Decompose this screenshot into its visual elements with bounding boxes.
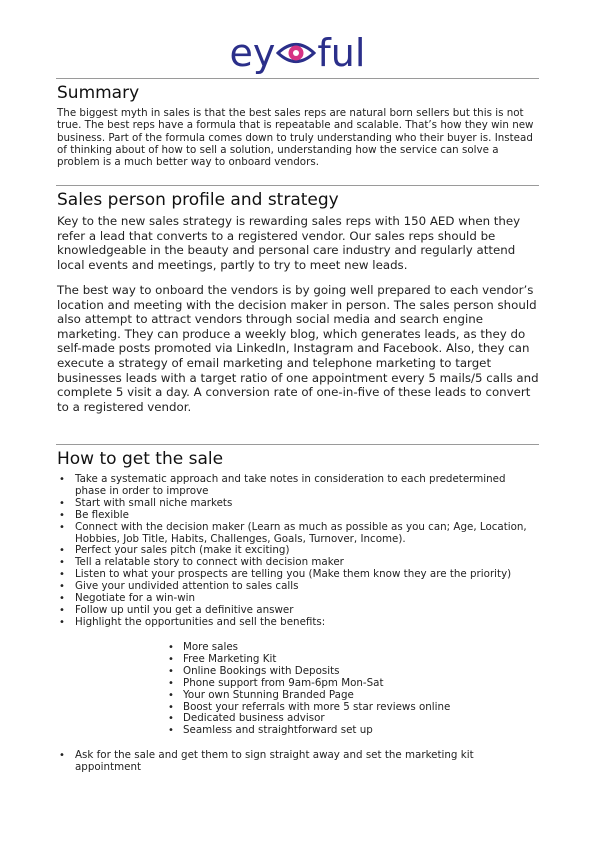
- summary-heading: Summary: [57, 83, 140, 103]
- benefits-list: [166, 642, 506, 737]
- list-item: • Give your undivided attention to sales calls: [57, 581, 527, 593]
- list-item: • Ask for the sale and get them to sign straight away and set the marketing kit appointment: [57, 750, 527, 774]
- divider: [56, 444, 539, 445]
- list-item: • Perfect your sales pitch (make it exciting): [57, 545, 527, 557]
- list-item: • Phone support from 9am-6pm Mon-Sat: [166, 678, 506, 690]
- profile-heading: Sales person profile and strategy: [57, 190, 339, 210]
- divider: [56, 78, 539, 79]
- list-item: • Seamless and straightforward set up: [166, 725, 506, 737]
- profile-paragraph-1: Key to the new sales strategy is rewarding sales reps with 150 AED when they refer a lead that converts to a registered vendor. Our sales reps should be knowledgeable in the beauty and personal care industry and regularly attend local events and meetings, partly to try to meet new leads.: [57, 214, 521, 272]
- list-item: • Start with small niche markets: [57, 498, 527, 510]
- list-item: • Follow up until you get a definitive answer: [57, 605, 527, 617]
- logo: [0, 30, 595, 76]
- list-item: • Take a systematic approach and take notes in consideration to each predetermined phase in order to improve: [57, 474, 527, 498]
- final-list: [57, 750, 527, 774]
- list-item: • Dedicated business advisor: [166, 713, 506, 725]
- list-item: • Highlight the opportunities and sell the benefits:: [57, 617, 527, 629]
- list-item: • Online Bookings with Deposits: [166, 666, 506, 678]
- list-item: • Be flexible: [57, 510, 527, 522]
- list-item: • Free Marketing Kit: [166, 654, 506, 666]
- list-item: • Connect with the decision maker (Learn as much as possible as you can; Age, Location, Hobbies, Job Title, Habits, Challenges, Goals, Turnover, Income).: [57, 522, 527, 546]
- logo-wordmark: [229, 31, 366, 75]
- profile-paragraph-2: The best way to onboard the vendors is by going well prepared to each vendor’s location and meeting with the decision maker in person. The sales person should also attempt to attract vendors through social media and search engine marketing. They can produce a weekly blog, which generates leads, as they do self-made posts promoted via LinkedIn, Instagram and Facebook. Also, they can execute a strategy of email marketing and telephone marketing to target businesses leads with a target ratio of one appointment every 5 mails/5 calls and complete 5 visit a day. A conversion rate of one-in-five of these leads to convert to a registered vendor.: [57, 283, 539, 414]
- list-item: • More sales: [166, 642, 506, 654]
- divider: [56, 185, 539, 186]
- logo-text-left: ey: [229, 31, 276, 75]
- list-item: • Tell a relatable story to connect with decision maker: [57, 557, 527, 569]
- list-item: • Listen to what your prospects are telling you (Make them know they are the priority): [57, 569, 527, 581]
- sale-heading: How to get the sale: [57, 449, 224, 469]
- logo-text-right: ful: [317, 31, 366, 75]
- list-item: • Boost your referrals with more 5 star reviews online: [166, 702, 506, 714]
- list-item: • Your own Stunning Branded Page: [166, 690, 506, 702]
- sale-list: [57, 474, 527, 629]
- list-item: • Negotiate for a win-win: [57, 593, 527, 605]
- eye-icon: [276, 38, 316, 68]
- summary-body: The biggest myth in sales is that the best sales reps are natural born sellers but this is not true. The best reps have a formula that is repeatable and scalable. That’s how they win new business. Part of the formula comes down to truly understanding who their buyer is. Instead of thinking about of how to sell a solution, understanding how the service can solve a problem is a much better way to onboard vendors.: [57, 107, 534, 169]
